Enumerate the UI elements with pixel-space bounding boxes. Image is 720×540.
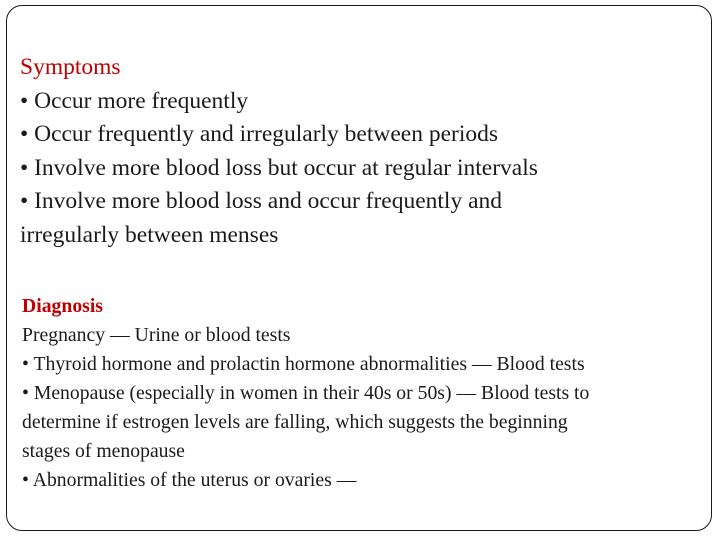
diagnosis-heading: Diagnosis <box>22 295 103 317</box>
symptom-item: • Involve more blood loss but occur at regular intervals <box>20 154 538 181</box>
symptom-item: • Involve more blood loss and occur frequently and <box>20 188 503 215</box>
diagnosis-item: • Menopause (especially in women in their 40s or 50s) — Blood tests to <box>22 382 590 404</box>
symptom-item: • Occur frequently and irregularly between periods <box>20 121 499 148</box>
diagnosis-item-continuation: stages of menopause <box>22 440 185 462</box>
symptoms-section <box>20 51 700 253</box>
symptom-item-continuation: irregularly between menses <box>20 221 279 248</box>
diagnosis-item: Pregnancy — Urine or blood tests <box>22 324 291 346</box>
symptom-item: • Occur more frequently <box>20 87 249 114</box>
diagnosis-section <box>22 292 712 495</box>
symptoms-heading: Symptoms <box>20 54 121 80</box>
slide-frame <box>6 5 712 531</box>
diagnosis-item: • Thyroid hormone and prolactin hormone abnormalities — Blood tests <box>22 353 585 375</box>
diagnosis-item-continuation: determine if estrogen levels are falling, which suggests the beginning <box>22 411 568 433</box>
diagnosis-item: • Abnormalities of the uterus or ovaries — <box>22 469 357 491</box>
